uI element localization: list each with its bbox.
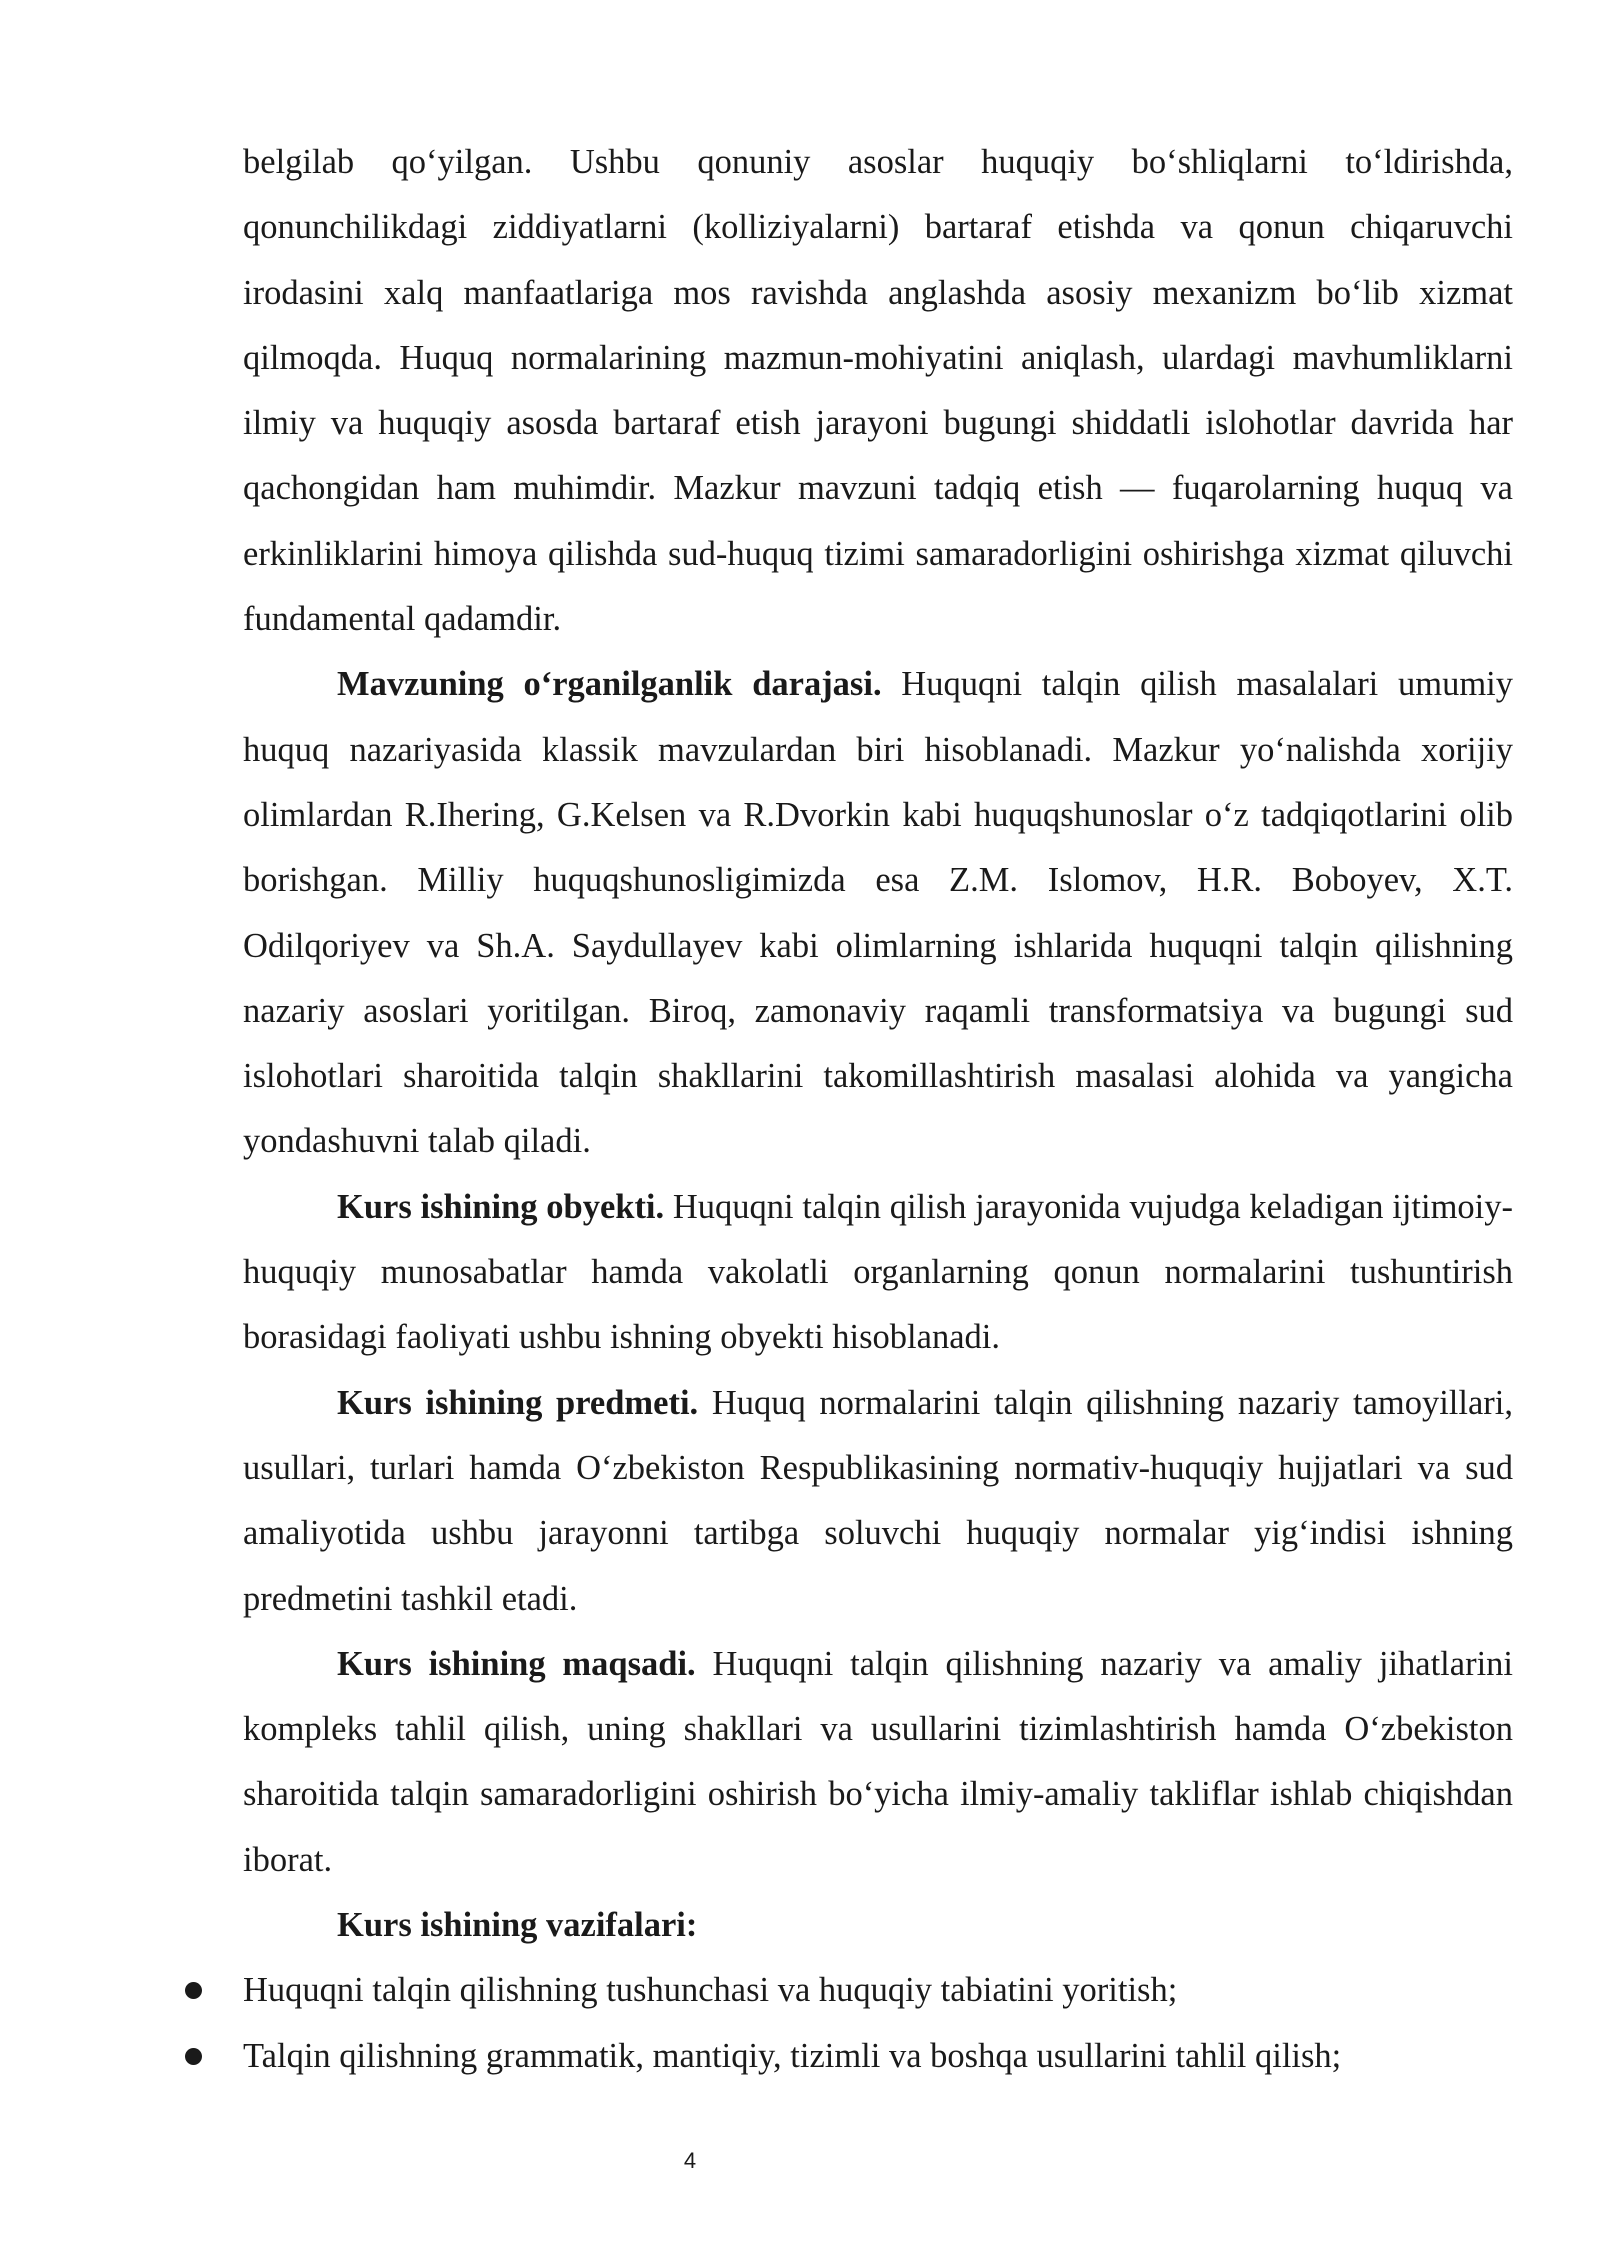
- section-text: Huquqni talqin qilishning nazariy va amaliy jihatlarini kompleks tahlil qilish, uning shakllari va usullarini tizimlashtirish hamda O‘zbekiston sharoitida talqin samaradorligini oshirish bo‘yicha ilmiy-amaliy takliflar ishlab chiqishdan iborat.: [243, 1644, 1513, 1879]
- section-lead: Kurs ishining predmeti.: [337, 1383, 699, 1422]
- bullet-icon: [185, 1982, 202, 1999]
- task-text: Talqin qilishning grammatik, mantiqiy, tizimli va boshqa usullarini tahlil qilish;: [243, 2036, 1342, 2075]
- section-text: Huquqni talqin qilish masalalari umumiy huquq nazariyasida klassik mavzulardan biri hisoblanadi. Mazkur yo‘nalishda xorijiy olimlardan R.Ihering, G.Kelsen va R.Dvorkin kabi huquqshunoslar o‘z tadqiqotlarini olib borishgan. Milliy huquqshunosligimizda esa Z.M. Islomov, H.R. Boboyev, X.T. Odilqoriyev va Sh.A. Saydullayev kabi olimlarning ishlarida huquqni talqin qilishning nazariy asoslari yoritilgan. Biroq, zamonaviy raqamli transformatsiya va bugungi sud islohotlari sharoitida talqin shakllarini takomillashtirish masalasi alohida va yangicha yondashuvni talab qiladi.: [243, 665, 1514, 1161]
- list-item: [243, 2024, 1513, 2089]
- page-number: 4: [683, 2148, 697, 2173]
- tasks-heading: Kurs ishining vazifalari:: [337, 1906, 698, 1945]
- list-item: [243, 1958, 1513, 2023]
- section-study-level: [243, 652, 1513, 1174]
- section-lead: Mavzuning o‘rganilganlik darajasi.: [337, 665, 882, 704]
- document-page: [243, 130, 1513, 2089]
- task-text: Huquqni talqin qilishning tushunchasi va huquqiy tabiatini yoritish;: [243, 1971, 1178, 2010]
- intro-paragraph: belgilab qo‘yilgan. Ushbu qonuniy asoslar huquqiy bo‘shliqlarni to‘ldirishda, qonunchilikdagi ziddiyatlarni (kolliziyalarni) bartaraf etishda va qonun chiqaruvchi irodasini xalq manfaatlariga mos ravishda anglashda asosiy mexanizm bo‘lib xizmat qilmoqda. Huquq normalarining mazmun-mohiyatini aniqlash, ulardagi mavhumliklarni ilmiy va huquqiy asosda bartaraf etish jarayoni bugungi shiddatli islohotlar davrida har qachongidan ham muhimdir. Mazkur mavzuni tadqiq etish — fuqarolarning huquq va erkinliklarini himoya qilishda sud-huquq tizimi samaradorligini oshirishga xizmat qiluvchi fundamental qadamdir.: [243, 143, 1513, 639]
- section-object: [243, 1175, 1513, 1371]
- section-lead: Kurs ishining obyekti.: [337, 1187, 665, 1226]
- section-goal: [243, 1632, 1513, 1893]
- tasks-list: [243, 1958, 1513, 2089]
- section-subject: [243, 1371, 1513, 1632]
- section-text: Huquq normalarini talqin qilishning nazariy tamoyillari, usullari, turlari hamda O‘zbekiston Respublikasining normativ-huquqiy hujjatlari va sud amaliyotida ushbu jarayonni tartibga soluvchi huquqiy normalar yig‘indisi ishning predmetini tashkil etadi.: [243, 1383, 1513, 1618]
- section-text: Huquqni talqin qilish jarayonida vujudga keladigan ijtimoiy-huquqiy munosabatlar hamda vakolatli organlarning qonun normalarini tushuntirish borasidagi faoliyati ushbu ishning obyekti hisoblanadi.: [243, 1187, 1513, 1357]
- bullet-icon: [185, 2048, 202, 2065]
- section-lead: Kurs ishining maqsadi.: [337, 1644, 696, 1683]
